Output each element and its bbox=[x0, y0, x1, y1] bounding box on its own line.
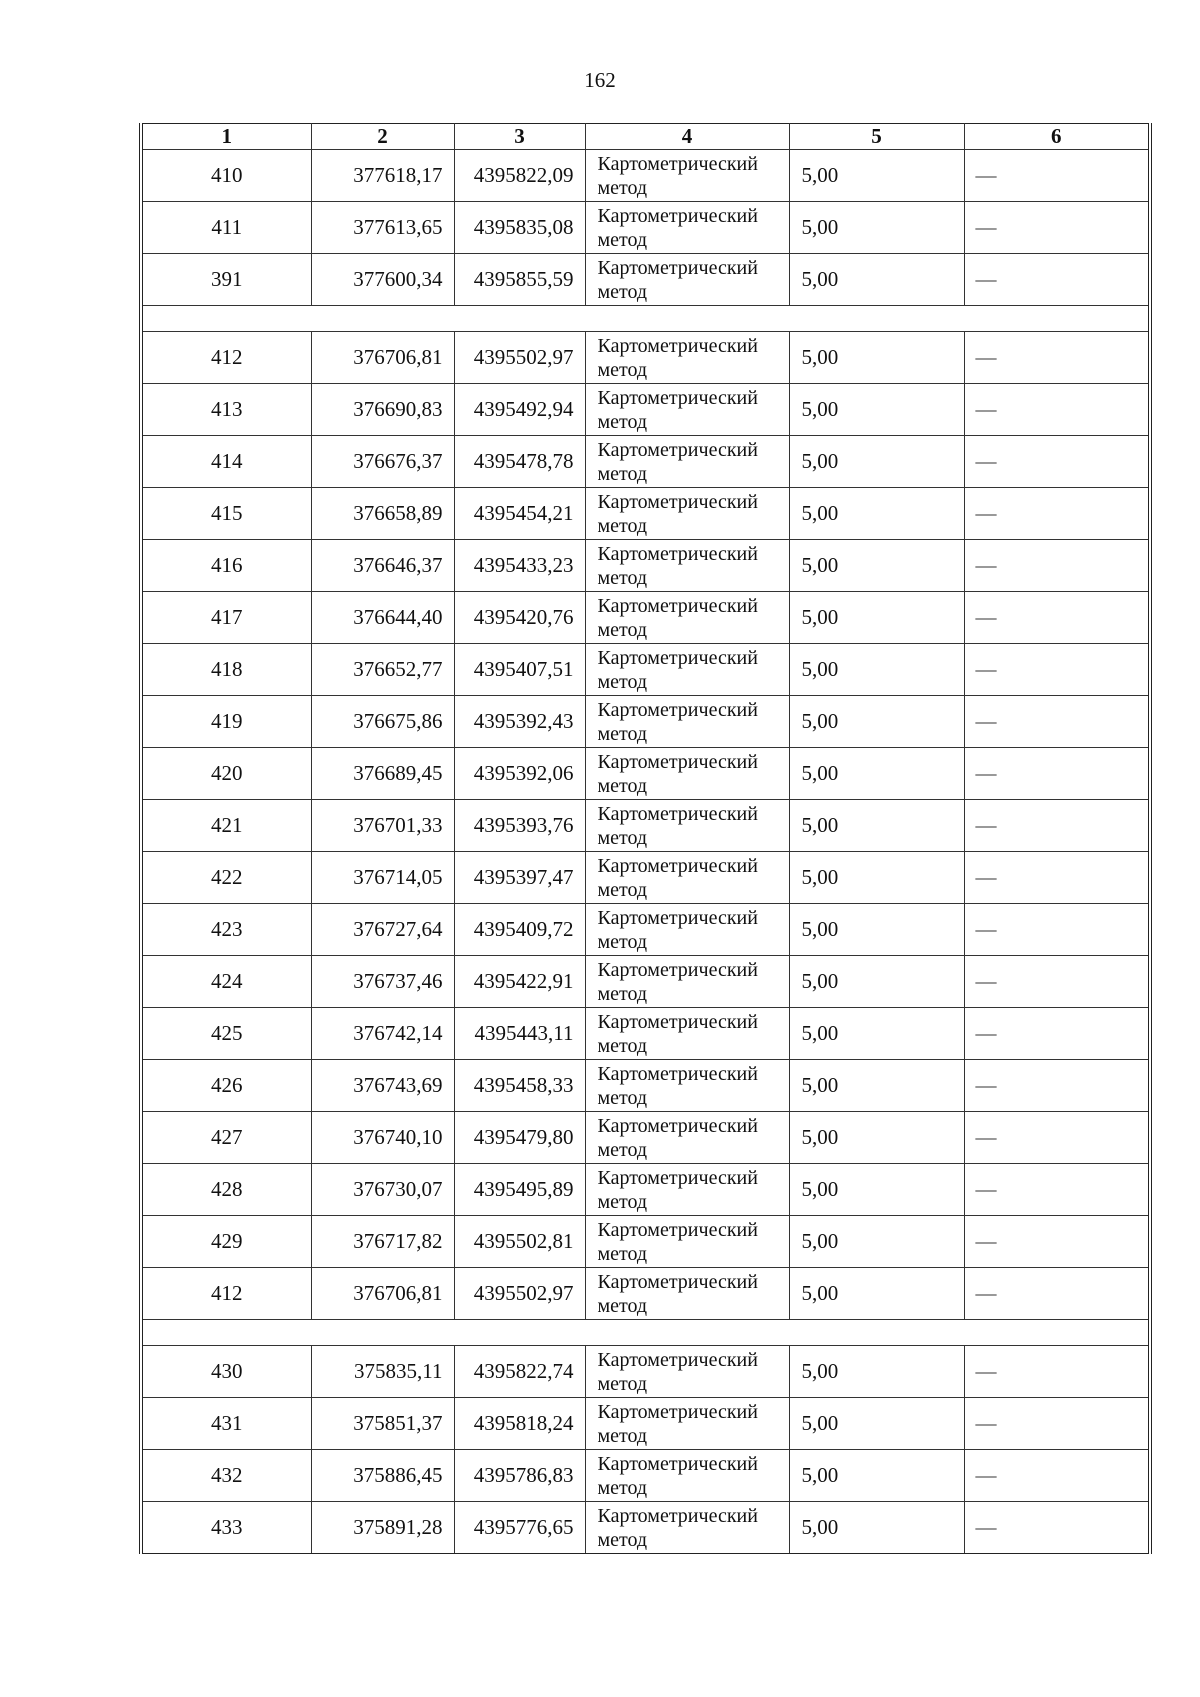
x-coordinate-cell: 376706,81 bbox=[311, 332, 454, 384]
accuracy-cell: 5,00 bbox=[789, 1346, 964, 1398]
accuracy-cell: 5,00 bbox=[789, 436, 964, 488]
y-coordinate-cell: 4395495,89 bbox=[454, 1164, 585, 1216]
y-coordinate-cell: 4395776,65 bbox=[454, 1502, 585, 1554]
method-line-2: метод bbox=[597, 930, 648, 953]
y-coordinate-cell: 4395835,08 bbox=[454, 202, 585, 254]
method-line-2: метод bbox=[597, 280, 648, 303]
x-coordinate-cell: 377613,65 bbox=[311, 202, 454, 254]
method-cell bbox=[585, 592, 789, 644]
method-line-1: Картометрический bbox=[597, 1504, 758, 1527]
point-number-cell: 418 bbox=[141, 644, 311, 696]
table-row bbox=[141, 800, 1150, 852]
header-col-2: 2 bbox=[311, 124, 454, 150]
note-cell: — bbox=[964, 540, 1150, 592]
method-line-1: Картометрический bbox=[597, 438, 758, 461]
table-row bbox=[141, 1112, 1150, 1164]
x-coordinate-cell: 376676,37 bbox=[311, 436, 454, 488]
x-coordinate-cell: 376742,14 bbox=[311, 1008, 454, 1060]
table-row bbox=[141, 436, 1150, 488]
point-number-cell: 413 bbox=[141, 384, 311, 436]
header-row bbox=[141, 124, 1150, 150]
accuracy-cell: 5,00 bbox=[789, 1008, 964, 1060]
accuracy-cell: 5,00 bbox=[789, 254, 964, 306]
method-line-2: метод bbox=[597, 358, 648, 381]
note-cell: — bbox=[964, 1502, 1150, 1554]
method-line-2: метод bbox=[597, 176, 648, 199]
table-row bbox=[141, 1060, 1150, 1112]
y-coordinate-cell: 4395433,23 bbox=[454, 540, 585, 592]
note-cell: — bbox=[964, 644, 1150, 696]
y-coordinate-cell: 4395392,06 bbox=[454, 748, 585, 800]
accuracy-cell: 5,00 bbox=[789, 1060, 964, 1112]
method-cell bbox=[585, 384, 789, 436]
method-line-1: Картометрический bbox=[597, 698, 758, 721]
method-line-1: Картометрический bbox=[597, 1062, 758, 1085]
y-coordinate-cell: 4395502,97 bbox=[454, 332, 585, 384]
point-number-cell: 411 bbox=[141, 202, 311, 254]
x-coordinate-cell: 376658,89 bbox=[311, 488, 454, 540]
method-cell bbox=[585, 436, 789, 488]
point-number-cell: 417 bbox=[141, 592, 311, 644]
method-line-1: Картометрический bbox=[597, 334, 758, 357]
note-cell: — bbox=[964, 852, 1150, 904]
note-cell: — bbox=[964, 436, 1150, 488]
note-cell: — bbox=[964, 1164, 1150, 1216]
x-coordinate-cell: 376675,86 bbox=[311, 696, 454, 748]
method-line-1: Картометрический bbox=[597, 542, 758, 565]
accuracy-cell: 5,00 bbox=[789, 800, 964, 852]
header-col-4: 4 bbox=[585, 124, 789, 150]
point-number-cell: 430 bbox=[141, 1346, 311, 1398]
point-number-cell: 433 bbox=[141, 1502, 311, 1554]
separator-cell bbox=[141, 306, 1150, 332]
separator-row bbox=[141, 1320, 1150, 1346]
note-cell: — bbox=[964, 202, 1150, 254]
point-number-cell: 416 bbox=[141, 540, 311, 592]
accuracy-cell: 5,00 bbox=[789, 956, 964, 1008]
table-row bbox=[141, 332, 1150, 384]
method-line-1: Картометрический bbox=[597, 958, 758, 981]
point-number-cell: 420 bbox=[141, 748, 311, 800]
note-cell: — bbox=[964, 956, 1150, 1008]
note-cell: — bbox=[964, 254, 1150, 306]
method-line-2: метод bbox=[597, 826, 648, 849]
accuracy-cell: 5,00 bbox=[789, 1502, 964, 1554]
table-row bbox=[141, 696, 1150, 748]
table-row bbox=[141, 1346, 1150, 1398]
method-line-1: Картометрический bbox=[597, 646, 758, 669]
method-cell bbox=[585, 1060, 789, 1112]
method-cell bbox=[585, 696, 789, 748]
x-coordinate-cell: 375851,37 bbox=[311, 1398, 454, 1450]
coordinates-table bbox=[139, 123, 1152, 1554]
x-coordinate-cell: 376714,05 bbox=[311, 852, 454, 904]
accuracy-cell: 5,00 bbox=[789, 1164, 964, 1216]
point-number-cell: 412 bbox=[141, 1268, 311, 1320]
note-cell: — bbox=[964, 1112, 1150, 1164]
method-line-2: метод bbox=[597, 410, 648, 433]
method-line-2: метод bbox=[597, 462, 648, 485]
note-cell: — bbox=[964, 1008, 1150, 1060]
point-number-cell: 429 bbox=[141, 1216, 311, 1268]
point-number-cell: 414 bbox=[141, 436, 311, 488]
point-number-cell: 391 bbox=[141, 254, 311, 306]
method-line-2: метод bbox=[597, 774, 648, 797]
y-coordinate-cell: 4395478,78 bbox=[454, 436, 585, 488]
method-cell bbox=[585, 956, 789, 1008]
y-coordinate-cell: 4395502,81 bbox=[454, 1216, 585, 1268]
y-coordinate-cell: 4395786,83 bbox=[454, 1450, 585, 1502]
y-coordinate-cell: 4395492,94 bbox=[454, 384, 585, 436]
method-line-2: метод bbox=[597, 722, 648, 745]
method-line-1: Картометрический bbox=[597, 1270, 758, 1293]
method-cell bbox=[585, 1216, 789, 1268]
method-line-2: метод bbox=[597, 514, 648, 537]
x-coordinate-cell: 376701,33 bbox=[311, 800, 454, 852]
table-row bbox=[141, 644, 1150, 696]
note-cell: — bbox=[964, 488, 1150, 540]
point-number-cell: 428 bbox=[141, 1164, 311, 1216]
accuracy-cell: 5,00 bbox=[789, 1216, 964, 1268]
table-row bbox=[141, 748, 1150, 800]
method-cell bbox=[585, 202, 789, 254]
method-line-2: метод bbox=[597, 1294, 648, 1317]
x-coordinate-cell: 377600,34 bbox=[311, 254, 454, 306]
accuracy-cell: 5,00 bbox=[789, 748, 964, 800]
table-row bbox=[141, 1216, 1150, 1268]
point-number-cell: 425 bbox=[141, 1008, 311, 1060]
point-number-cell: 422 bbox=[141, 852, 311, 904]
table-row bbox=[141, 1164, 1150, 1216]
method-cell bbox=[585, 1502, 789, 1554]
x-coordinate-cell: 376644,40 bbox=[311, 592, 454, 644]
method-cell bbox=[585, 1450, 789, 1502]
header-col-3: 3 bbox=[454, 124, 585, 150]
method-cell bbox=[585, 852, 789, 904]
point-number-cell: 421 bbox=[141, 800, 311, 852]
accuracy-cell: 5,00 bbox=[789, 644, 964, 696]
x-coordinate-cell: 376740,10 bbox=[311, 1112, 454, 1164]
point-number-cell: 432 bbox=[141, 1450, 311, 1502]
method-line-2: метод bbox=[597, 1034, 648, 1057]
note-cell: — bbox=[964, 384, 1150, 436]
accuracy-cell: 5,00 bbox=[789, 540, 964, 592]
method-cell bbox=[585, 540, 789, 592]
note-cell: — bbox=[964, 1216, 1150, 1268]
accuracy-cell: 5,00 bbox=[789, 1268, 964, 1320]
method-line-2: метод bbox=[597, 1372, 648, 1395]
method-line-2: метод bbox=[597, 566, 648, 589]
x-coordinate-cell: 375835,11 bbox=[311, 1346, 454, 1398]
method-line-1: Картометрический bbox=[597, 1218, 758, 1241]
point-number-cell: 410 bbox=[141, 150, 311, 202]
method-line-1: Картометрический bbox=[597, 256, 758, 279]
method-line-1: Картометрический bbox=[597, 1166, 758, 1189]
y-coordinate-cell: 4395822,09 bbox=[454, 150, 585, 202]
y-coordinate-cell: 4395818,24 bbox=[454, 1398, 585, 1450]
y-coordinate-cell: 4395422,91 bbox=[454, 956, 585, 1008]
page-number: 162 bbox=[584, 68, 616, 92]
method-line-1: Картометрический bbox=[597, 386, 758, 409]
x-coordinate-cell: 376743,69 bbox=[311, 1060, 454, 1112]
method-line-1: Картометрический bbox=[597, 1452, 758, 1475]
method-line-2: метод bbox=[597, 670, 648, 693]
note-cell: — bbox=[964, 1268, 1150, 1320]
x-coordinate-cell: 376730,07 bbox=[311, 1164, 454, 1216]
method-cell bbox=[585, 1268, 789, 1320]
point-number-cell: 424 bbox=[141, 956, 311, 1008]
x-coordinate-cell: 376690,83 bbox=[311, 384, 454, 436]
note-cell: — bbox=[964, 1398, 1150, 1450]
y-coordinate-cell: 4395855,59 bbox=[454, 254, 585, 306]
x-coordinate-cell: 376706,81 bbox=[311, 1268, 454, 1320]
accuracy-cell: 5,00 bbox=[789, 488, 964, 540]
method-line-2: метод bbox=[597, 1476, 648, 1499]
y-coordinate-cell: 4395502,97 bbox=[454, 1268, 585, 1320]
y-coordinate-cell: 4395420,76 bbox=[454, 592, 585, 644]
method-cell bbox=[585, 904, 789, 956]
y-coordinate-cell: 4395479,80 bbox=[454, 1112, 585, 1164]
table-row bbox=[141, 384, 1150, 436]
method-cell bbox=[585, 1398, 789, 1450]
note-cell: — bbox=[964, 150, 1150, 202]
point-number-cell: 412 bbox=[141, 332, 311, 384]
header-col-5: 5 bbox=[789, 124, 964, 150]
accuracy-cell: 5,00 bbox=[789, 904, 964, 956]
method-line-1: Картометрический bbox=[597, 854, 758, 877]
x-coordinate-cell: 377618,17 bbox=[311, 150, 454, 202]
point-number-cell: 431 bbox=[141, 1398, 311, 1450]
x-coordinate-cell: 376737,46 bbox=[311, 956, 454, 1008]
y-coordinate-cell: 4395393,76 bbox=[454, 800, 585, 852]
note-cell: — bbox=[964, 904, 1150, 956]
accuracy-cell: 5,00 bbox=[789, 1450, 964, 1502]
method-line-2: метод bbox=[597, 1424, 648, 1447]
accuracy-cell: 5,00 bbox=[789, 150, 964, 202]
separator-cell bbox=[141, 1320, 1150, 1346]
y-coordinate-cell: 4395407,51 bbox=[454, 644, 585, 696]
accuracy-cell: 5,00 bbox=[789, 852, 964, 904]
y-coordinate-cell: 4395409,72 bbox=[454, 904, 585, 956]
table-row bbox=[141, 1268, 1150, 1320]
table-row bbox=[141, 540, 1150, 592]
method-line-1: Картометрический bbox=[597, 204, 758, 227]
table-row bbox=[141, 488, 1150, 540]
header-col-1: 1 bbox=[141, 124, 311, 150]
x-coordinate-cell: 376727,64 bbox=[311, 904, 454, 956]
method-line-2: метод bbox=[597, 1138, 648, 1161]
table-row bbox=[141, 150, 1150, 202]
table-row bbox=[141, 592, 1150, 644]
y-coordinate-cell: 4395822,74 bbox=[454, 1346, 585, 1398]
table-row bbox=[141, 1450, 1150, 1502]
point-number-cell: 415 bbox=[141, 488, 311, 540]
y-coordinate-cell: 4395443,11 bbox=[454, 1008, 585, 1060]
separator-row bbox=[141, 306, 1150, 332]
table-row bbox=[141, 1008, 1150, 1060]
method-line-1: Картометрический bbox=[597, 802, 758, 825]
method-cell bbox=[585, 1112, 789, 1164]
note-cell: — bbox=[964, 332, 1150, 384]
accuracy-cell: 5,00 bbox=[789, 384, 964, 436]
method-cell bbox=[585, 488, 789, 540]
note-cell: — bbox=[964, 696, 1150, 748]
method-line-1: Картометрический bbox=[597, 1400, 758, 1423]
method-cell bbox=[585, 748, 789, 800]
method-line-1: Картометрический bbox=[597, 906, 758, 929]
method-line-1: Картометрический bbox=[597, 490, 758, 513]
table-header bbox=[141, 124, 1150, 150]
method-line-1: Картометрический bbox=[597, 594, 758, 617]
method-line-2: метод bbox=[597, 982, 648, 1005]
method-line-2: метод bbox=[597, 878, 648, 901]
y-coordinate-cell: 4395458,33 bbox=[454, 1060, 585, 1112]
method-line-2: метод bbox=[597, 228, 648, 251]
method-line-2: метод bbox=[597, 1242, 648, 1265]
accuracy-cell: 5,00 bbox=[789, 696, 964, 748]
x-coordinate-cell: 376652,77 bbox=[311, 644, 454, 696]
accuracy-cell: 5,00 bbox=[789, 592, 964, 644]
table-body bbox=[141, 150, 1150, 1554]
method-cell bbox=[585, 644, 789, 696]
method-line-1: Картометрический bbox=[597, 152, 758, 175]
table-row bbox=[141, 202, 1150, 254]
accuracy-cell: 5,00 bbox=[789, 1398, 964, 1450]
note-cell: — bbox=[964, 1060, 1150, 1112]
y-coordinate-cell: 4395392,43 bbox=[454, 696, 585, 748]
note-cell: — bbox=[964, 1346, 1150, 1398]
table-row bbox=[141, 852, 1150, 904]
accuracy-cell: 5,00 bbox=[789, 202, 964, 254]
y-coordinate-cell: 4395397,47 bbox=[454, 852, 585, 904]
method-cell bbox=[585, 800, 789, 852]
note-cell: — bbox=[964, 800, 1150, 852]
method-cell bbox=[585, 1008, 789, 1060]
method-line-1: Картометрический bbox=[597, 750, 758, 773]
method-line-2: метод bbox=[597, 1190, 648, 1213]
method-cell bbox=[585, 332, 789, 384]
method-cell bbox=[585, 1164, 789, 1216]
method-cell bbox=[585, 254, 789, 306]
note-cell: — bbox=[964, 748, 1150, 800]
method-cell bbox=[585, 150, 789, 202]
method-line-2: метод bbox=[597, 1528, 648, 1551]
y-coordinate-cell: 4395454,21 bbox=[454, 488, 585, 540]
x-coordinate-cell: 376689,45 bbox=[311, 748, 454, 800]
note-cell: — bbox=[964, 1450, 1150, 1502]
point-number-cell: 423 bbox=[141, 904, 311, 956]
table-row bbox=[141, 1398, 1150, 1450]
accuracy-cell: 5,00 bbox=[789, 332, 964, 384]
point-number-cell: 426 bbox=[141, 1060, 311, 1112]
method-line-1: Картометрический bbox=[597, 1348, 758, 1371]
method-line-2: метод bbox=[597, 1086, 648, 1109]
method-line-1: Картометрический bbox=[597, 1114, 758, 1137]
x-coordinate-cell: 376646,37 bbox=[311, 540, 454, 592]
table-row bbox=[141, 1502, 1150, 1554]
method-line-1: Картометрический bbox=[597, 1010, 758, 1033]
note-cell: — bbox=[964, 592, 1150, 644]
x-coordinate-cell: 376717,82 bbox=[311, 1216, 454, 1268]
header-col-6: 6 bbox=[964, 124, 1150, 150]
x-coordinate-cell: 375891,28 bbox=[311, 1502, 454, 1554]
table-row bbox=[141, 956, 1150, 1008]
table-row bbox=[141, 904, 1150, 956]
accuracy-cell: 5,00 bbox=[789, 1112, 964, 1164]
method-line-2: метод bbox=[597, 618, 648, 641]
table-row bbox=[141, 254, 1150, 306]
x-coordinate-cell: 375886,45 bbox=[311, 1450, 454, 1502]
point-number-cell: 419 bbox=[141, 696, 311, 748]
point-number-cell: 427 bbox=[141, 1112, 311, 1164]
method-cell bbox=[585, 1346, 789, 1398]
